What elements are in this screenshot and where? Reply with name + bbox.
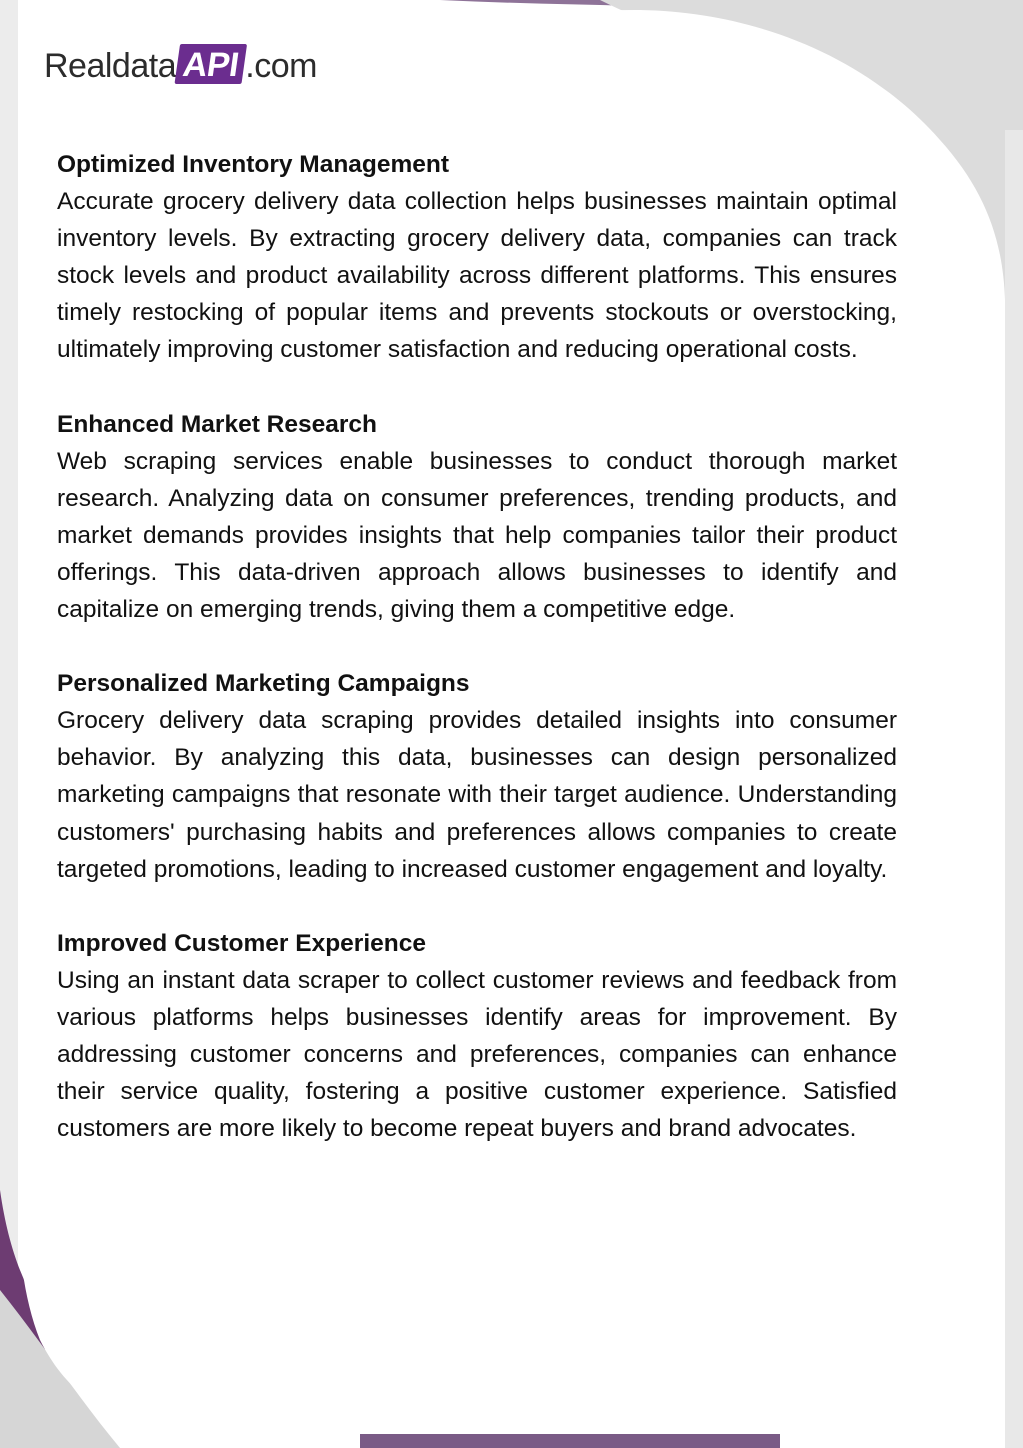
logo-prefix: Realdata bbox=[44, 46, 177, 85]
section-marketing-campaigns bbox=[57, 665, 897, 888]
section-inventory-management bbox=[57, 146, 897, 369]
logo-api-badge: API bbox=[175, 44, 248, 84]
section-heading: Enhanced Market Research bbox=[57, 410, 377, 438]
realdataapi-logo bbox=[44, 38, 317, 94]
section-heading: Personalized Marketing Campaigns bbox=[57, 670, 470, 698]
logo-suffix: .com bbox=[245, 46, 317, 85]
section-customer-experience bbox=[57, 925, 897, 1148]
section-market-research bbox=[57, 406, 897, 629]
bottom-purple-band bbox=[360, 1434, 780, 1448]
section-heading: Optimized Inventory Management bbox=[57, 151, 450, 178]
section-body: Web scraping services enable businesses to conduct thorough market research. Analyzing data on consumer preferences, trending products, and market demands provides insights that help companies tailor their product offerings. This data-driven approach allows businesses to identify and capitalize on emerging trends, giving them a competitive edge. bbox=[57, 447, 897, 624]
main-content bbox=[57, 146, 897, 1184]
section-body: Accurate grocery delivery data collection helps businesses maintain optimal inventory levels. By extracting grocery delivery data, companies can track stock levels and product availability across different platforms. This ensures timely restocking of popular items and prevents stockouts or overstocking, ultimately improving customer satisfaction and reducing operational costs. bbox=[57, 188, 897, 364]
section-heading: Improved Customer Experience bbox=[57, 929, 426, 957]
section-body: Grocery delivery data scraping provides detailed insights into consumer behavior. By analyzing this data, businesses can design personalized marketing campaigns that resonate with their target audience. Understanding customers' purchasing habits and preferences allows companies to create targeted promotions, leading to increased customer engagement and loyalty. bbox=[57, 707, 897, 883]
section-body: Using an instant data scraper to collect customer reviews and feedback from various platforms helps businesses identify areas for improvement. By addressing customer concerns and preferences, companies can enhance their service quality, fostering a positive customer experience. Satisfied customers are more likely to become repeat buyers and brand advocates. bbox=[57, 966, 897, 1143]
right-edge-strip bbox=[1005, 130, 1023, 1448]
